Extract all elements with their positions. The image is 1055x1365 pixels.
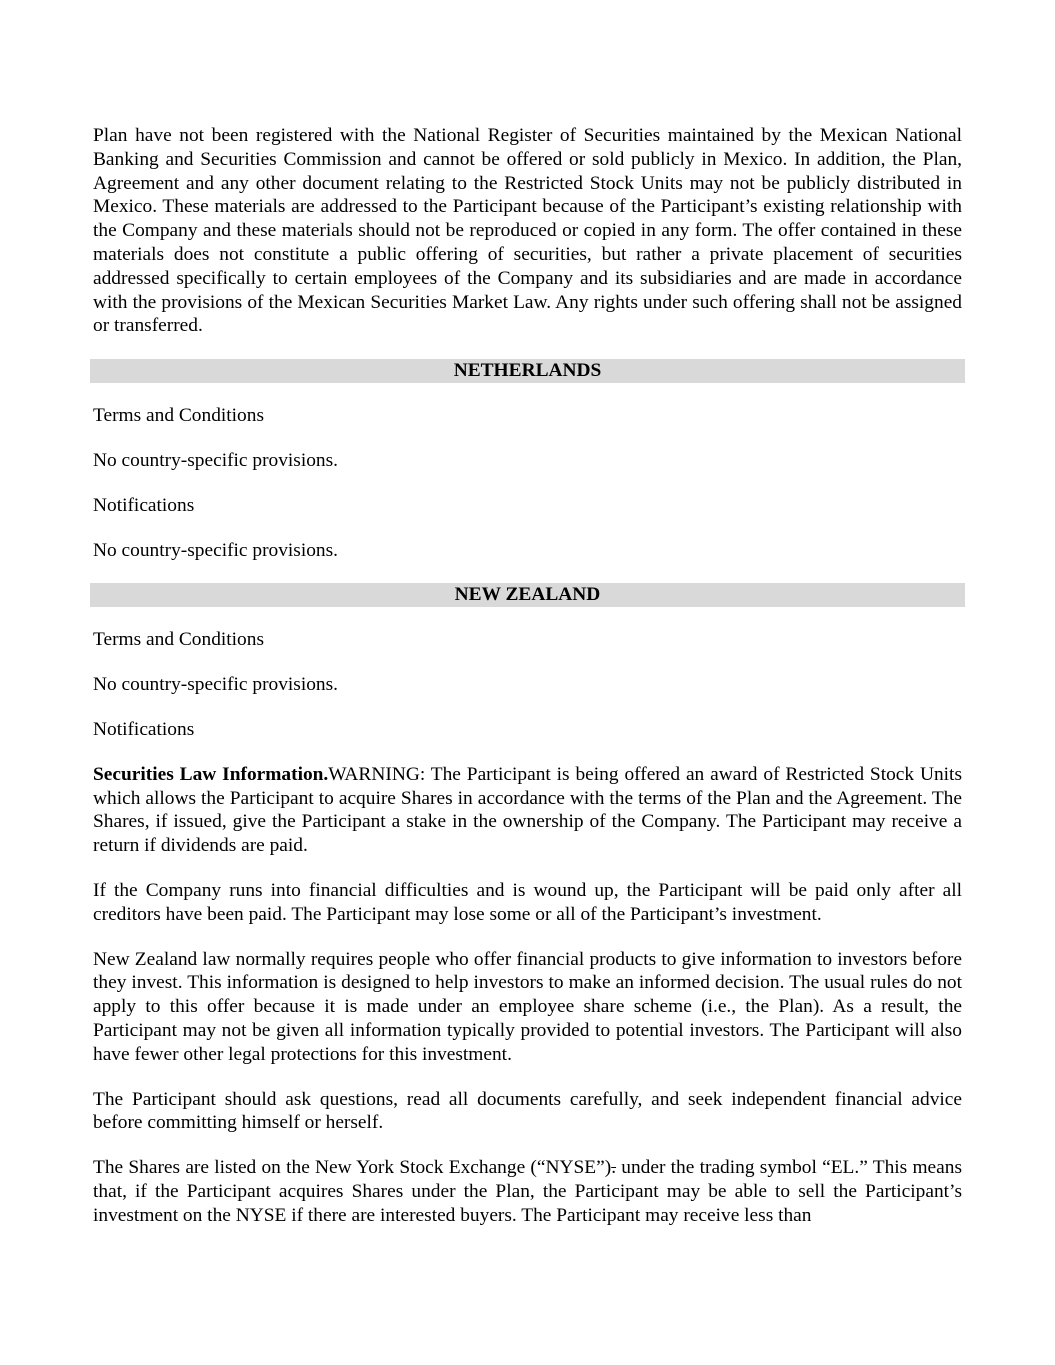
netherlands-notifications-text: No country-specific provisions.: [93, 539, 339, 561]
wound-up-paragraph: If the Company runs into financial difficulties and is wound up, the Participant will be paid only after all creditors have been paid. The Participant may lose some or all of the Participant’s investment.: [93, 879, 962, 925]
advice-paragraph: The Participant should ask questions, read all documents carefully, and seek independent financial advice before committing himself or herself.: [93, 1088, 962, 1134]
nyse-paragraph-struck: .: [611, 1157, 617, 1179]
netherlands-terms-text: No country-specific provisions.: [93, 449, 339, 471]
nz-law-paragraph: New Zealand law normally requires people who offer financial products to give information to investors before they invest. This information is designed to help investors to make an informed decision. The usual rules do not apply to this offer because it is made under an employee share scheme (i.e., the Plan). As a result, the Participant may not be given all information typically provided to potential investors. The Participant will also have fewer other legal protections for this investment.: [93, 948, 962, 1065]
securities-law-paragraph: [93, 763, 962, 858]
new-zealand-terms-text: No country-specific provisions.: [93, 674, 339, 696]
new-zealand-terms-label: Terms and Conditions: [93, 629, 264, 651]
netherlands-heading: NETHERLANDS: [90, 359, 965, 383]
securities-law-lead: Securities Law Information.: [93, 763, 329, 785]
nyse-paragraph-end: under the trading symbol “EL.” This means that, if the Participant acquires Shares under the Plan, the Participant may be able to sell the Participant’s investment on the NYSE if there are interested buyers. The Participant may receive less than: [93, 1157, 962, 1226]
intro-paragraph: Plan have not been registered with the National Register of Securities maintained by the Mexican National Banking and Securities Commission and cannot be offered or sold publicly in Mexico. In addition, the Plan, Agreement and any other document relating to the Restricted Stock Units may not be publicly distributed in Mexico. These materials are addressed to the Participant because of the Participant’s existing relationship with the Company and these materials should not be reproduced or copied in any form. The offer contained in these materials does not constitute a public offering of securities, but rather a private placement of securities addressed specifically to certain employees of the Company and its subsidiaries and are made in accordance with the provisions of the Mexican Securities Market Law. Any rights under such offering shall not be assigned or transferred.: [93, 125, 962, 337]
nyse-paragraph-start: The Shares are listed on the New York Stock Exchange (“NYSE”): [93, 1157, 612, 1179]
document-page: [93, 124, 962, 1249]
new-zealand-notifications-label: Notifications: [93, 718, 195, 740]
new-zealand-heading: NEW ZEALAND: [90, 583, 965, 607]
netherlands-notifications-label: Notifications: [93, 494, 195, 516]
netherlands-terms-label: Terms and Conditions: [93, 405, 264, 427]
securities-law-text: WARNING: The Participant is being offered an award of Restricted Stock Units which allows the Participant to acquire Shares in accordance with the terms of the Plan and the Agreement. The Shares, if issued, give the Participant a stake in the ownership of the Company. The Participant may receive a return if dividends are paid.: [93, 763, 962, 857]
nyse-paragraph: [93, 1156, 962, 1227]
